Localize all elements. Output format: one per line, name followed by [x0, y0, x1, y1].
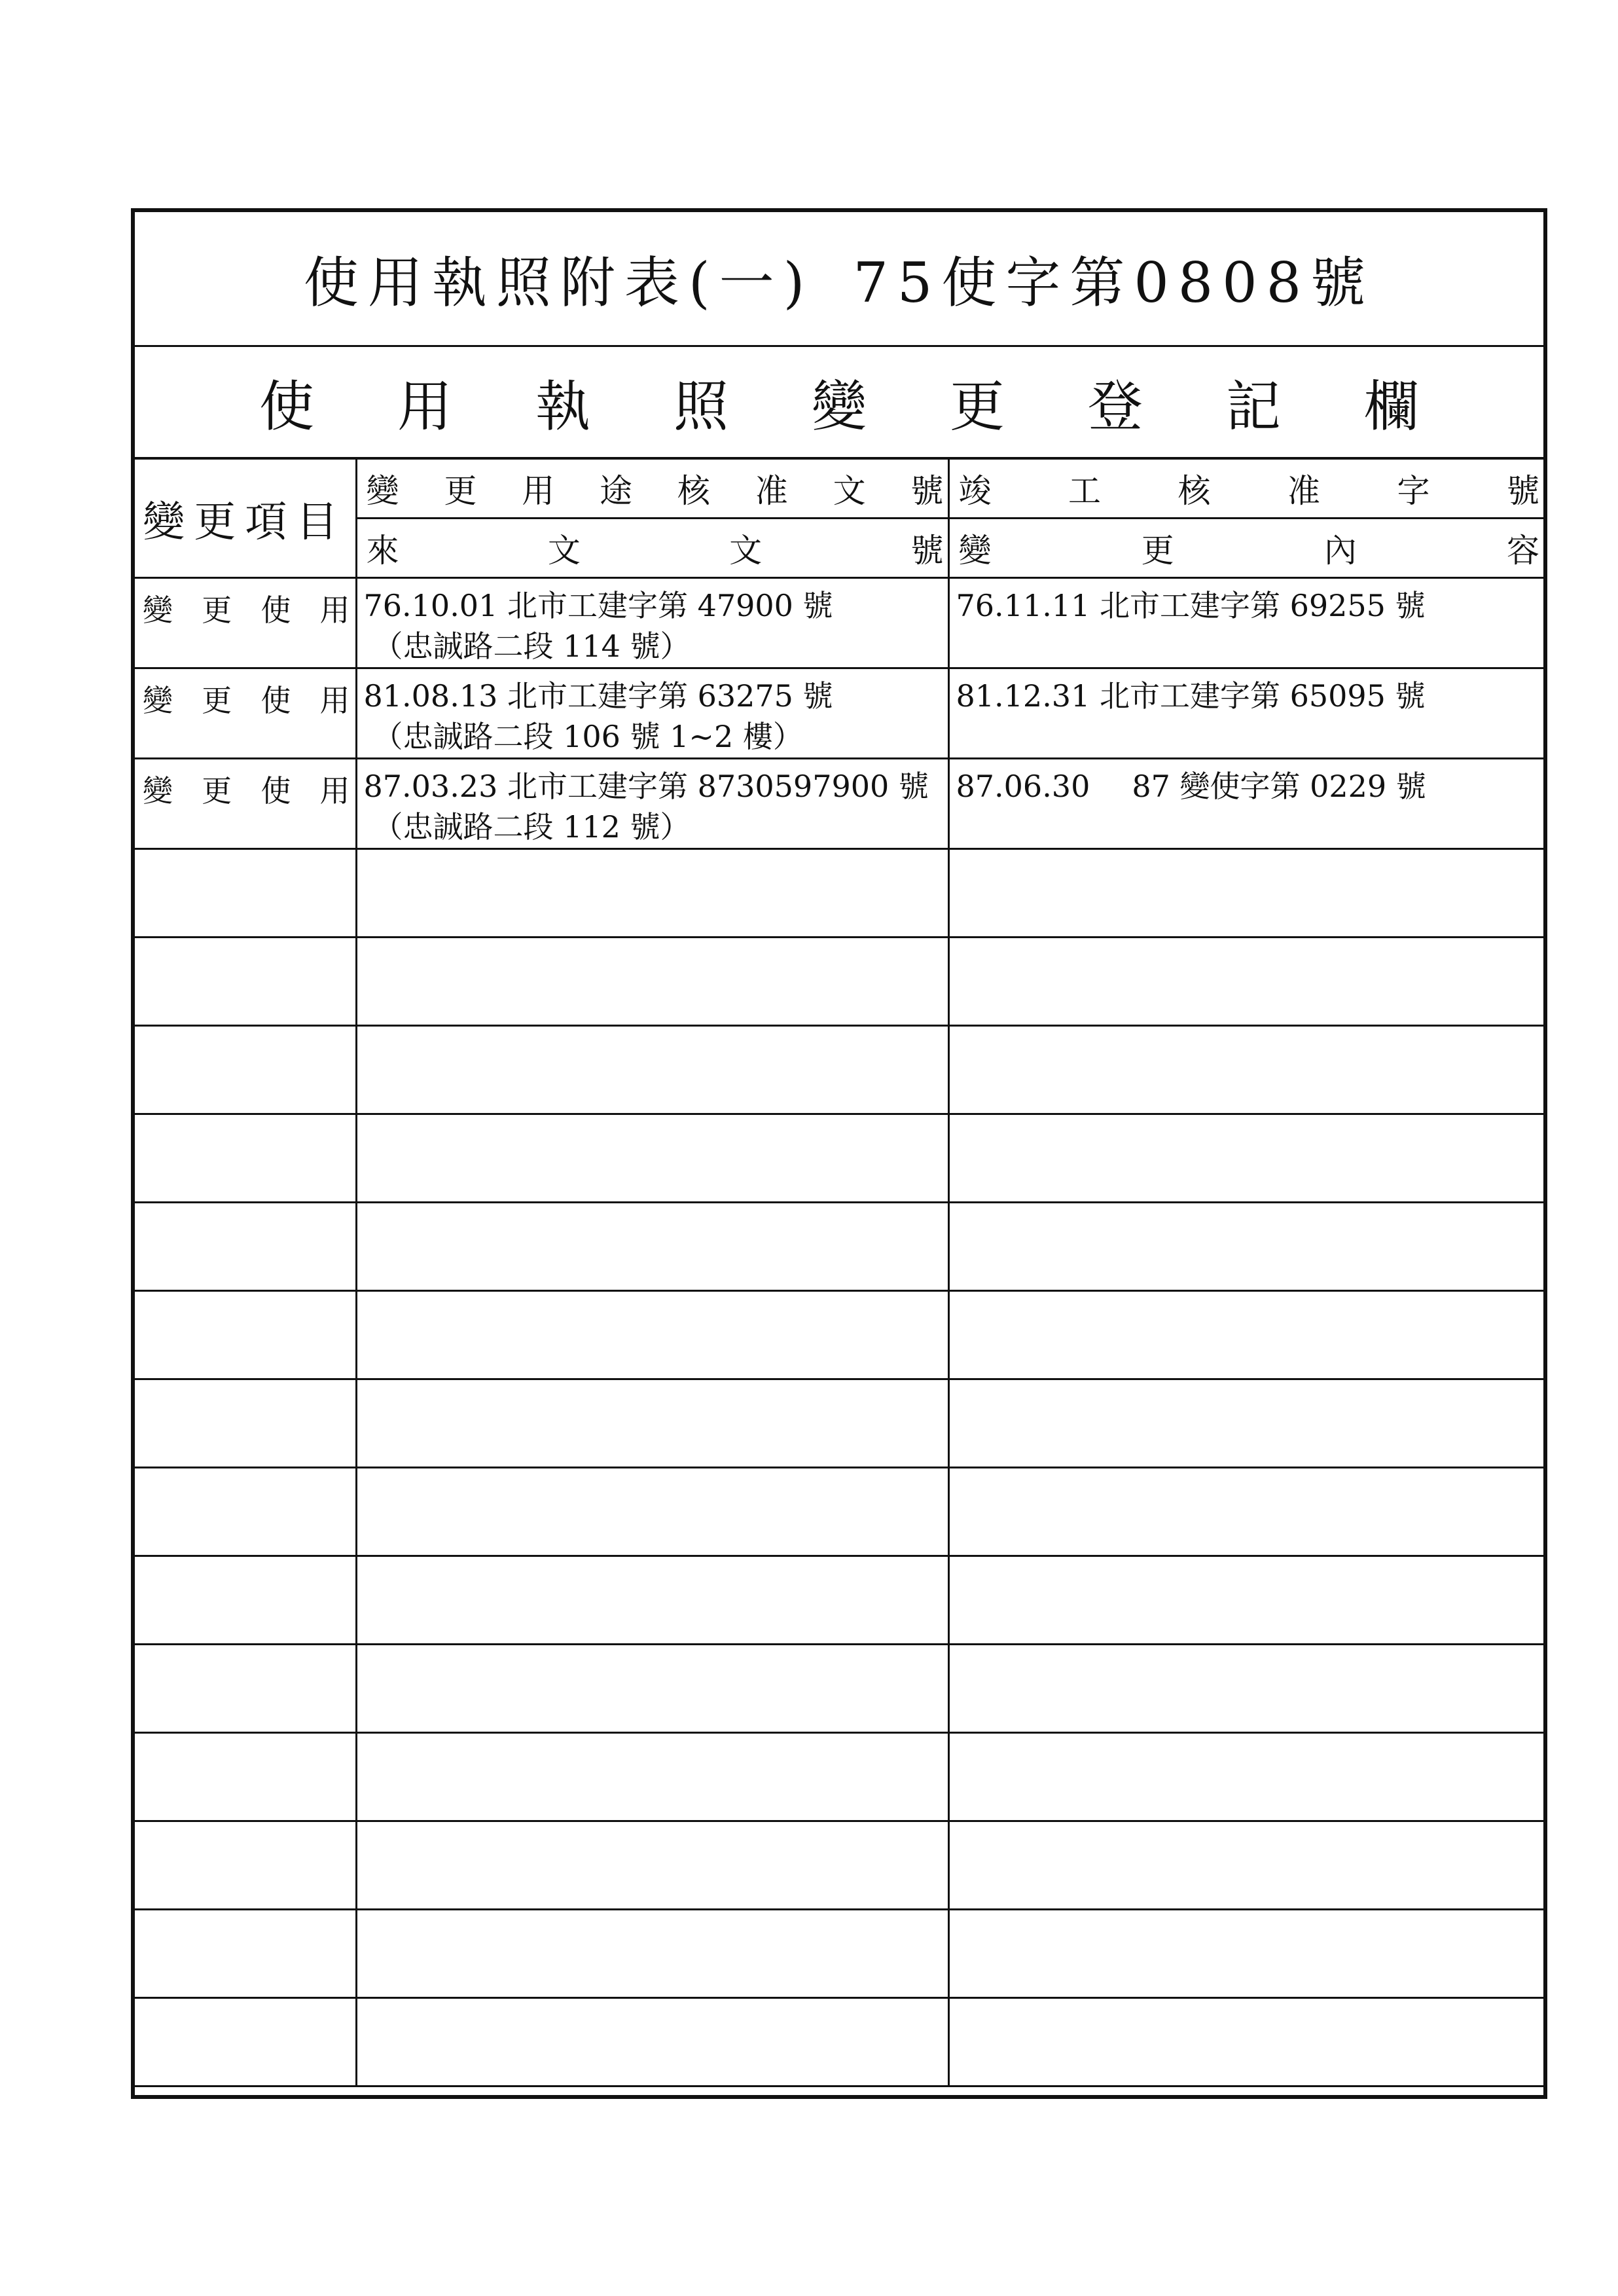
empty-row	[135, 1468, 1543, 1556]
subtitle-char: 使	[259, 374, 315, 439]
subtitle-char: 欄	[1363, 374, 1419, 439]
approval-cell	[356, 668, 948, 759]
subtitle-char: 照	[673, 374, 728, 439]
col-header-change-content: 變 更 內 容	[948, 519, 1543, 578]
table-row	[135, 759, 1543, 849]
title-right: 75使字第0808號	[853, 251, 1375, 315]
completion-number: 北市工建字第 65095 號	[1099, 678, 1426, 714]
change-item-cell: 變 更 使 用	[135, 668, 356, 759]
completion-date: 76.11.11	[956, 588, 1090, 623]
empty-row	[135, 1910, 1543, 1998]
completion-date: 87.06.30	[956, 769, 1090, 804]
change-item-cell: 變 更 使 用	[135, 578, 356, 668]
approval-cell	[356, 578, 948, 668]
empty-row	[135, 1645, 1543, 1733]
empty-row	[135, 1821, 1543, 1910]
address-text: （忠誠路二段 106 號 1~2 樓）	[372, 719, 803, 754]
completion-cell	[948, 668, 1543, 759]
col-header-approval: 變 更 用 途 核 准 文 號	[356, 460, 948, 519]
subtitle-char: 執	[535, 374, 590, 439]
empty-row	[135, 1556, 1543, 1645]
subtitle-char: 登	[1087, 374, 1143, 439]
subtitle-char: 記	[1225, 374, 1281, 439]
completion-date: 81.12.31	[956, 678, 1090, 714]
empty-row	[135, 1114, 1543, 1203]
change-registry-table	[135, 460, 1543, 2087]
subtitle-char: 變	[811, 374, 867, 439]
completion-cell	[948, 759, 1543, 849]
approval-cell	[356, 759, 948, 849]
empty-row	[135, 1733, 1543, 1821]
empty-row	[135, 1203, 1543, 1291]
table-row	[135, 578, 1543, 668]
completion-number: 87 變使字第 0229 號	[1132, 769, 1426, 804]
col-header-change-item: 變更項目	[135, 460, 356, 578]
address-text: （忠誠路二段 112 號）	[372, 809, 691, 845]
document-frame	[131, 208, 1547, 2099]
completion-number: 北市工建字第 69255 號	[1099, 588, 1426, 623]
approval-text: 76.10.01 北市工建字第 47900 號	[363, 588, 833, 623]
approval-text: 81.08.13 北市工建字第 63275 號	[363, 678, 833, 714]
empty-row	[135, 938, 1543, 1026]
table-header-row-top	[135, 460, 1543, 519]
col-header-completion: 竣 工 核 准 字 號	[948, 460, 1543, 519]
subtitle-char: 用	[397, 374, 452, 439]
empty-row	[135, 1291, 1543, 1379]
address-text: （忠誠路二段 114 號）	[372, 629, 691, 664]
empty-row	[135, 849, 1543, 938]
col-header-incoming-doc: 來 文 文 號	[356, 519, 948, 578]
change-item-cell: 變 更 使 用	[135, 759, 356, 849]
empty-row	[135, 1026, 1543, 1114]
title-left: 使用執照附表(一)	[303, 251, 814, 315]
document-title	[135, 212, 1543, 347]
completion-cell	[948, 578, 1543, 668]
table-row	[135, 668, 1543, 759]
approval-text: 87.03.23 北市工建字第 8730597900 號	[363, 769, 929, 804]
document-subtitle	[135, 347, 1543, 460]
subtitle-char: 更	[949, 374, 1005, 439]
empty-row	[135, 1998, 1543, 2086]
empty-row	[135, 1379, 1543, 1468]
